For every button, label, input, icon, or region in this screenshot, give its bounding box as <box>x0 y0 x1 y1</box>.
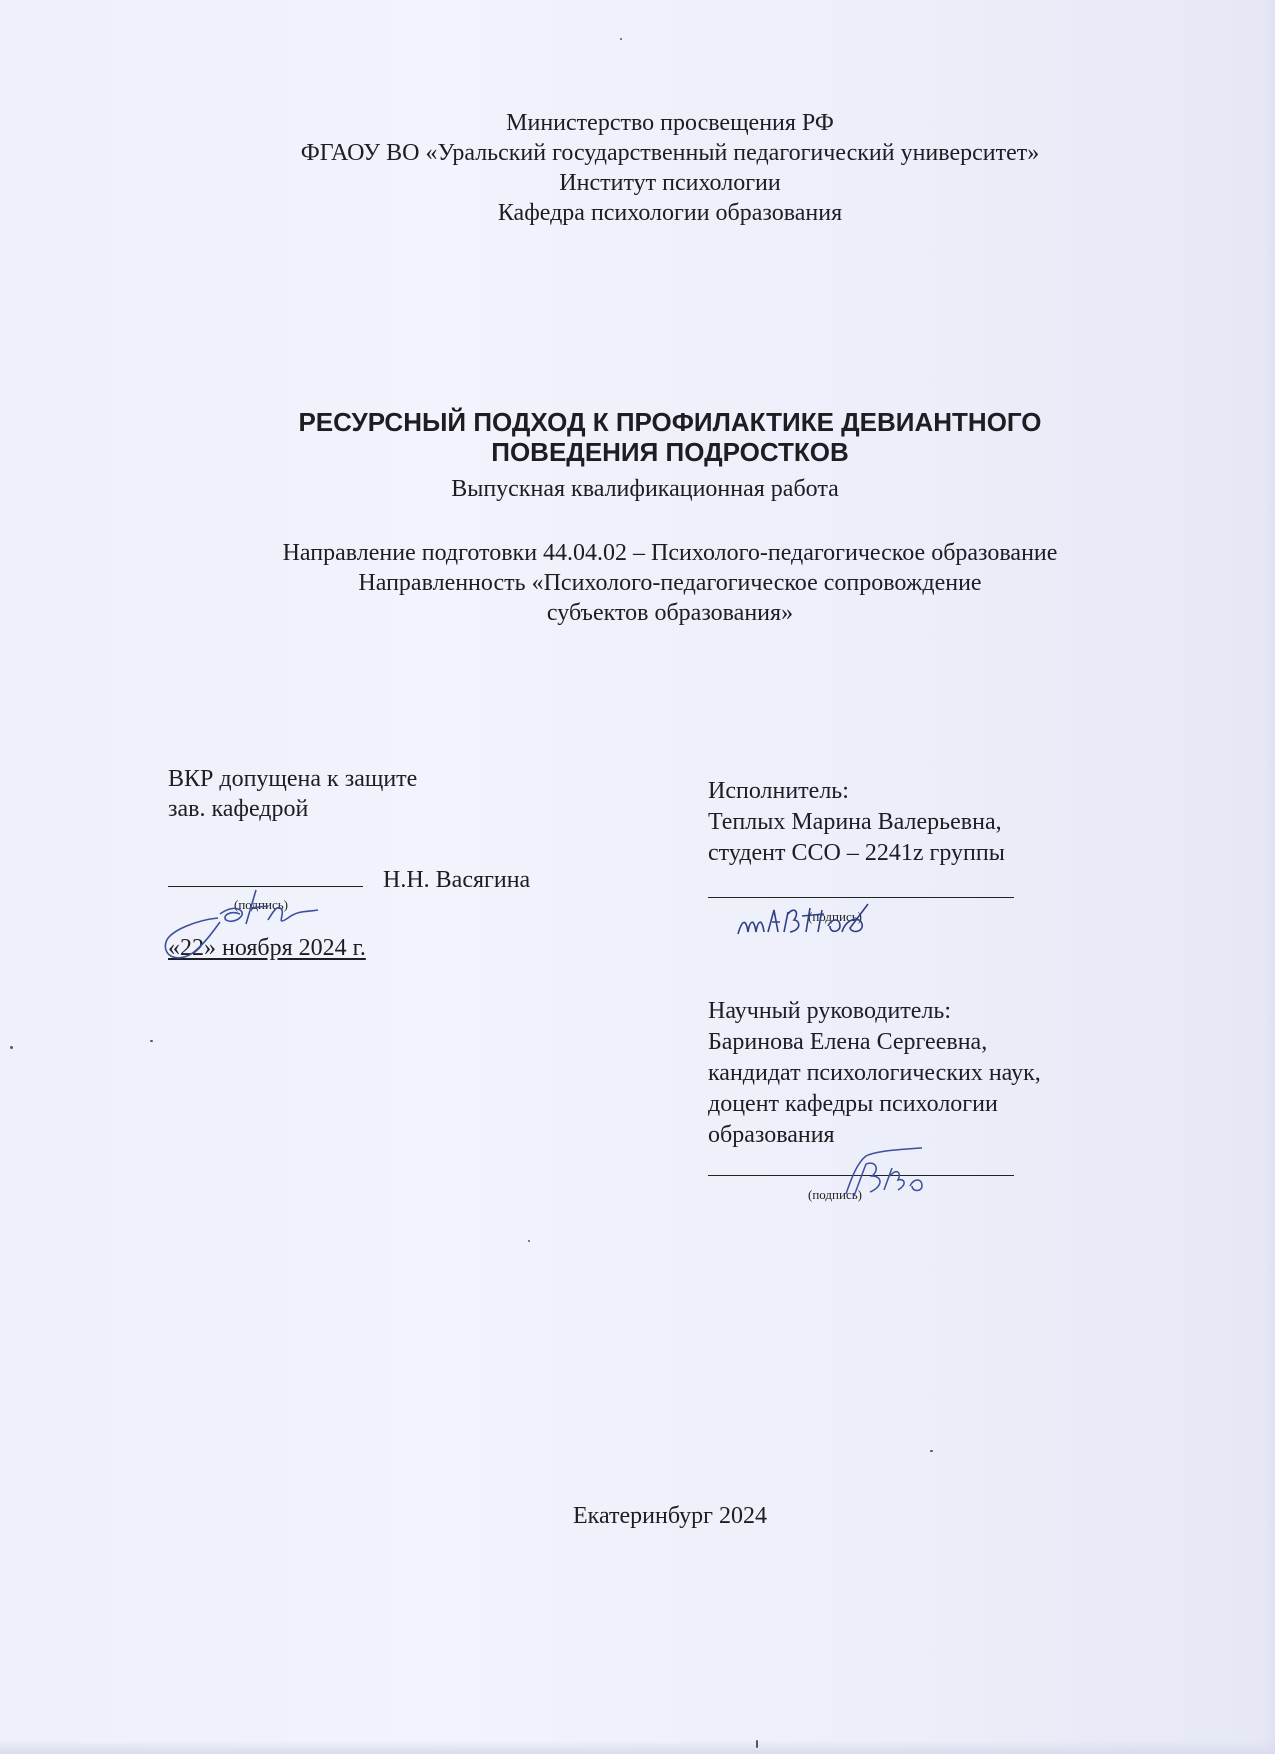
institution-header <box>0 108 1275 228</box>
approval-signature-row <box>168 862 588 895</box>
executor-signature-row <box>708 873 1128 907</box>
department-line: Кафедра психологии образования <box>497 200 843 226</box>
program-focus-line-1: Направленность «Психолого-педагогическое сопровождение <box>358 570 982 596</box>
approval-text: ВКР допущена к защите <box>168 766 418 792</box>
scan-speck <box>528 1240 530 1242</box>
thesis-subtitle: Выпускная квалификационная работа <box>451 476 839 502</box>
supervisor-position-line-1: доцент кафедры психологии <box>708 1091 998 1117</box>
scan-speck <box>620 38 622 40</box>
institute-line: Институт психологии <box>559 170 781 196</box>
executor-signature-line <box>708 873 1014 898</box>
supervisor-degree: кандидат психологических наук, <box>708 1060 1041 1086</box>
approval-date: «22» ноября 2024 г. <box>168 935 366 961</box>
scan-speck <box>10 1046 13 1049</box>
thesis-subtitle-block <box>60 474 1230 504</box>
approval-block <box>168 764 588 963</box>
head-of-department-label: зав. кафедрой <box>168 796 309 822</box>
supervisor-position-line-2: образования <box>708 1122 835 1148</box>
supervisor-signature-caption: (подпись) <box>808 1187 862 1202</box>
program-focus-line-2: субъектов образования» <box>546 600 794 626</box>
ministry-line: Министерство просвещения РФ <box>506 110 834 136</box>
program-direction: Направление подготовки 44.04.02 – Психолого-педагогическое образование <box>282 540 1058 566</box>
supervisor-heading: Научный руководитель: <box>708 998 952 1024</box>
executor-group: студент ССО – 2241z группы <box>708 840 1005 866</box>
approval-signer-name: Н.Н. Васягина <box>383 867 531 893</box>
university-line: ФГАОУ ВО «Уральский государственный педагогический университет» <box>300 140 1040 166</box>
supervisor-signature-line <box>708 1151 1014 1176</box>
supervisor-signature-row <box>708 1151 1128 1185</box>
scan-speck <box>150 1040 153 1042</box>
approval-signature-caption: (подпись) <box>234 897 288 912</box>
scan-speck <box>930 1450 933 1452</box>
approval-signature-line <box>168 862 363 887</box>
executor-block <box>708 776 1128 925</box>
supervisor-block <box>708 996 1128 1203</box>
thesis-title-line-2: ПОВЕДЕНИЯ ПОДРОСТКОВ <box>491 437 849 467</box>
scan-edge-right <box>1263 0 1275 1754</box>
supervisor-name: Баринова Елена Сергеевна, <box>708 1029 988 1055</box>
thesis-title-line-1: РЕСУРСНЫЙ ПОДХОД К ПРОФИЛАКТИКЕ ДЕВИАНТНОГО <box>298 407 1042 437</box>
executor-heading: Исполнитель: <box>708 778 849 804</box>
program-block <box>0 538 1275 628</box>
scan-speck <box>756 1740 758 1748</box>
executor-signature-caption: (подпись) <box>808 909 862 924</box>
scan-edge-bottom <box>0 1740 1275 1754</box>
city-year: Екатеринбург 2024 <box>573 1503 767 1529</box>
thesis-title-block <box>0 407 1275 467</box>
executor-name: Теплых Марина Валерьевна, <box>708 809 1002 835</box>
